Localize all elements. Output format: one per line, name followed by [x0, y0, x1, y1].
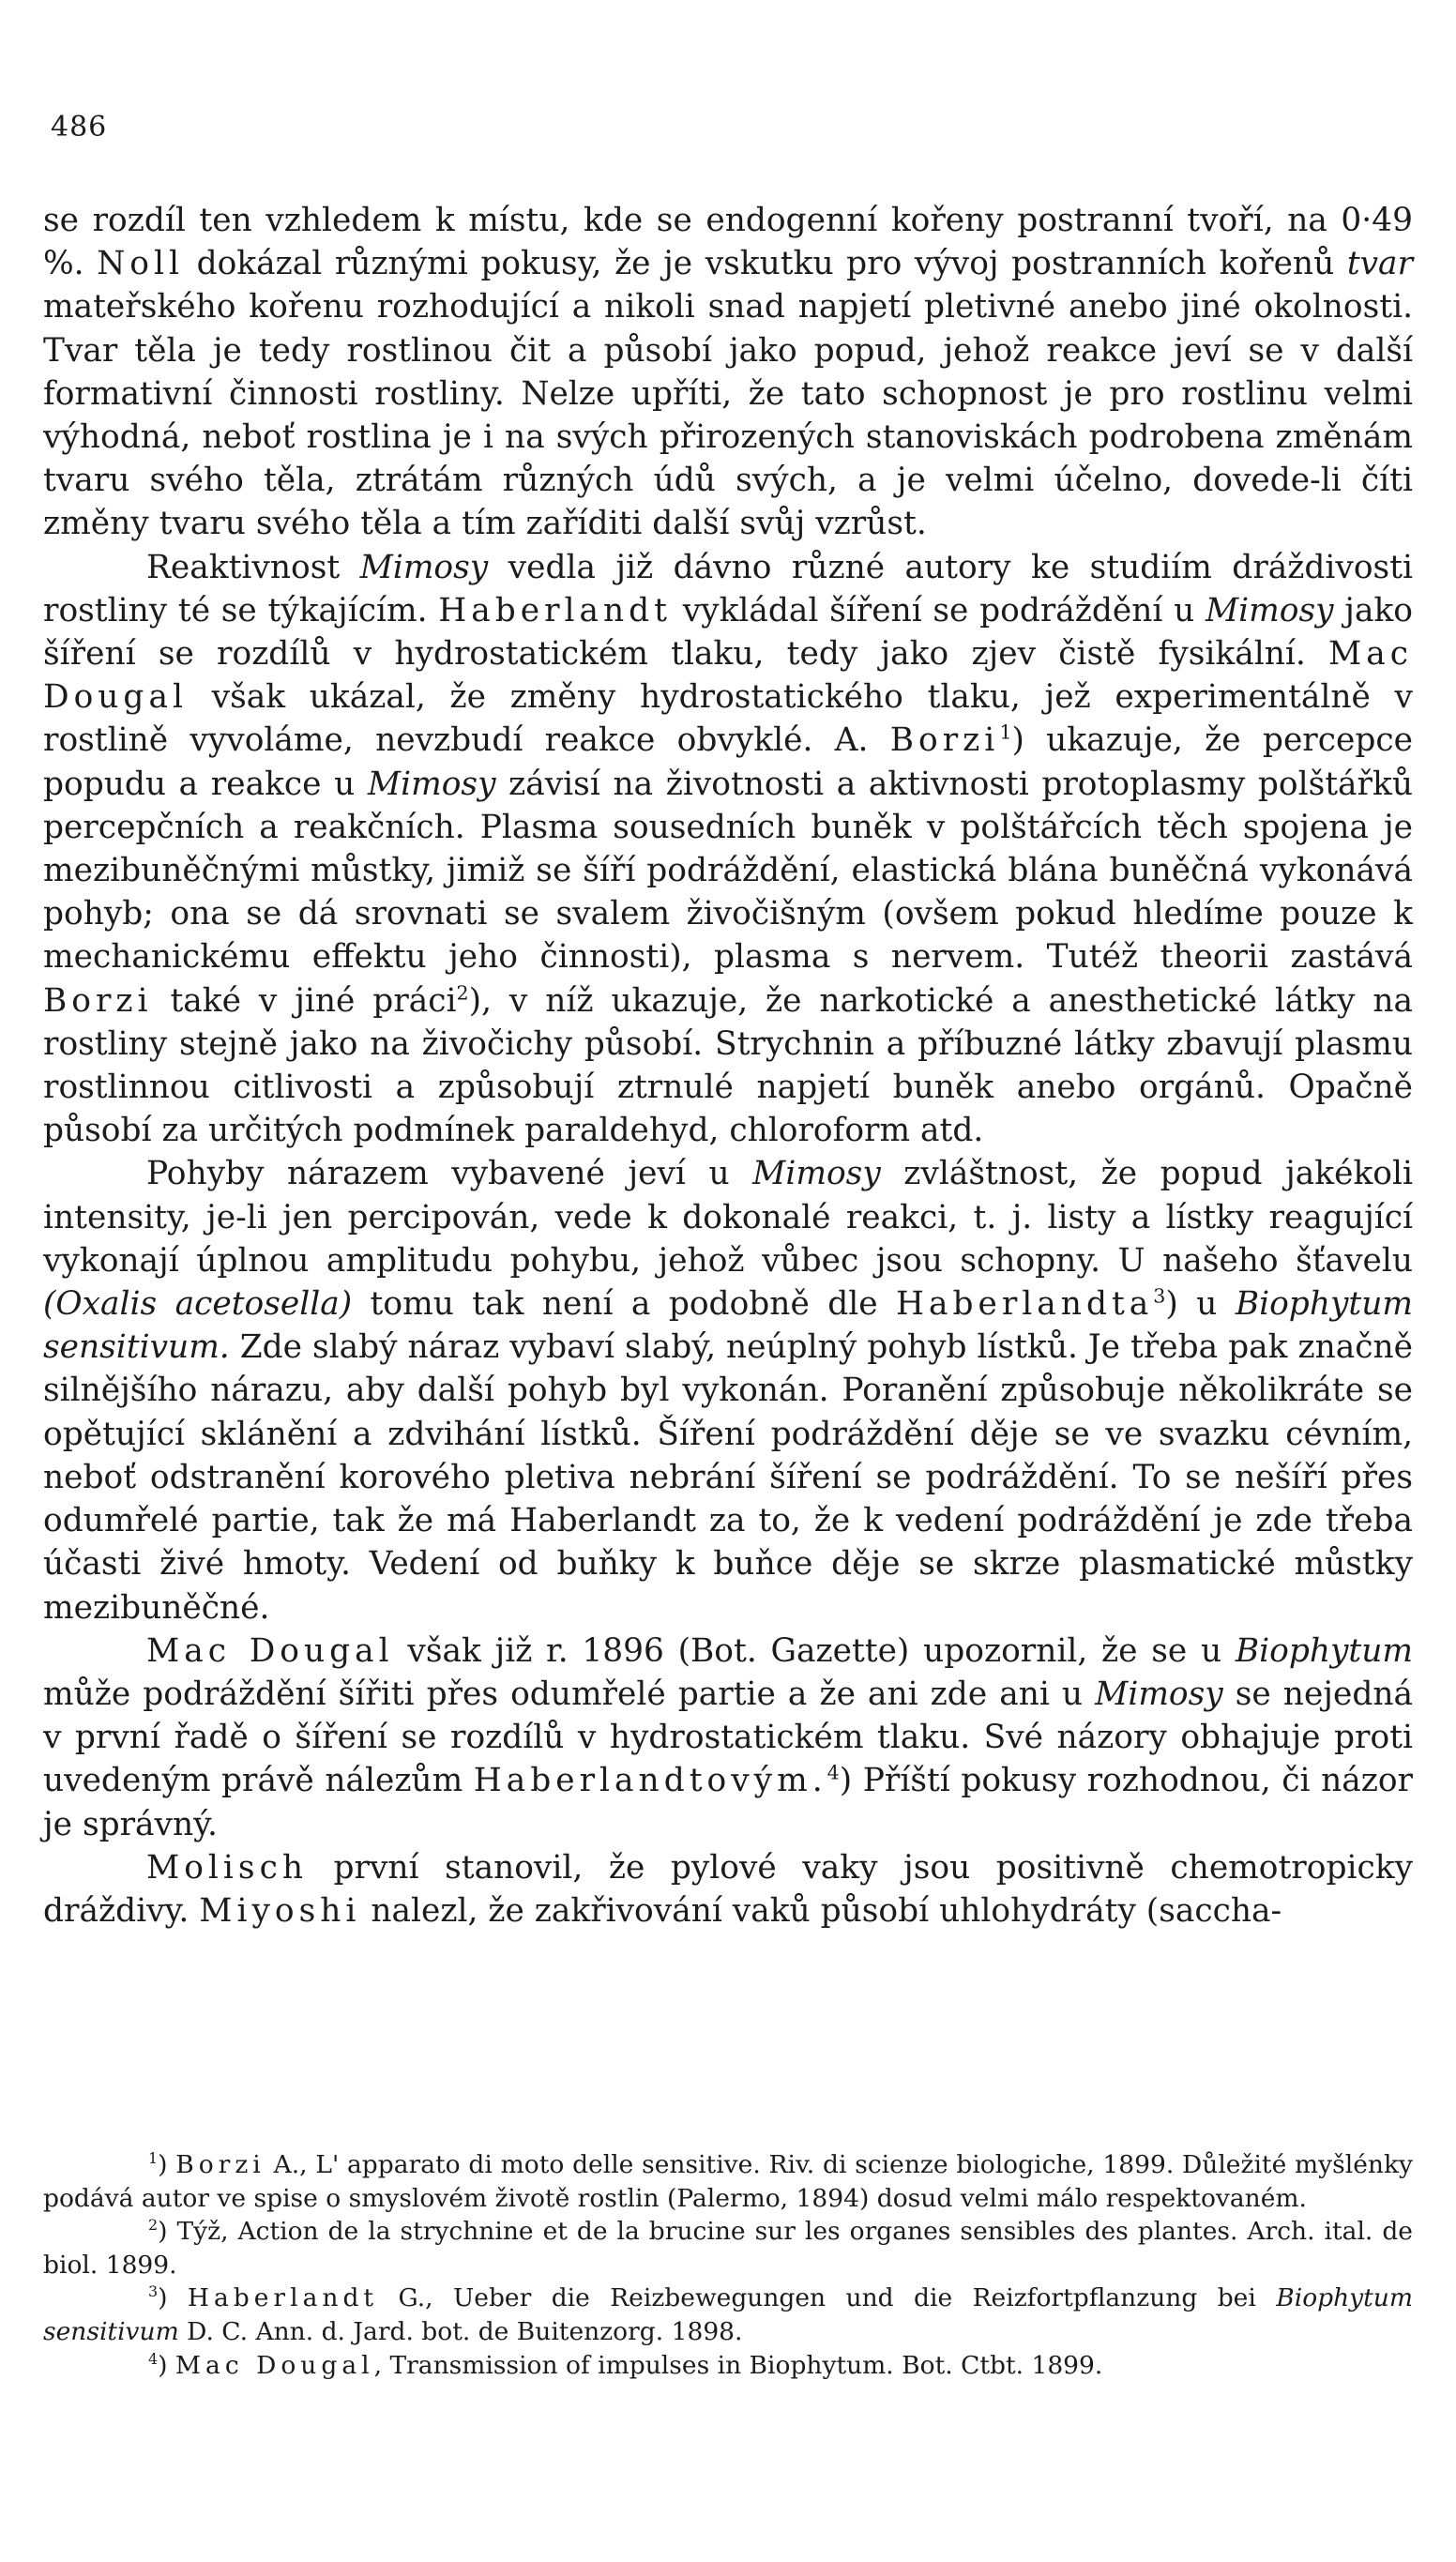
author-name: Miyoshi: [199, 1891, 361, 1930]
paragraph: [43, 546, 1413, 1153]
text-run: ) u: [1165, 1285, 1236, 1324]
italic-term: Mimosy: [359, 548, 489, 586]
text-run: jako šíření se rozdílů v hydrostatickém tlaku, tedy jako zjev čistě fysikální.: [43, 591, 1413, 674]
text-run: ): [158, 2150, 176, 2179]
text-run: se nejedná v první řadě o šíření se rozdílů v hydrostatickém tlaku. Své názory obhajuje proti uvedeným právě nálezům: [43, 1675, 1413, 1800]
footnote: [43, 2148, 1413, 2215]
author-name: Haberlandt: [438, 591, 673, 629]
text-run: A., L' apparato di moto delle sensitive. Riv. di scienze biologiche, 1899. Důležité myšlénky podává autor ve spise o smyslovém životě rostlin (Palermo, 1894) dosud velmi málo respektovaném.: [43, 2150, 1413, 2213]
author-name: Haberlandta: [896, 1285, 1154, 1324]
italic-term: (Oxalis acetosella): [43, 1285, 353, 1324]
text-run: Zde slabý náraz vybaví slabý, neúplný pohyb lístků. Je třeba pak značně silnějšího nárazu, aby další pohyb byl vykonán. Poranění způsobuje několikráte se opětující sklánění a zdvihání lístků. Šíření podráždění děje se ve svazku cévním, neboť odstranění korového pletiva nebrání šíření se podráždění. To se nešíří přes odumřelé partie, tak že má Haberlandt za to, že k vedení podráždění je zde třeba účasti živé hmoty. Vedení od buňky k buňce děje se skrze plasmatické můstky mezibuněčné.: [43, 1328, 1413, 1627]
text-run: G., Ueber die Reizbewegungen und die Reizfortpflanzung bei: [378, 2283, 1277, 2313]
author-name: Haberlandtovým.: [473, 1762, 827, 1800]
author-name: Mac Dougal: [43, 635, 1413, 717]
text-run: dokázal různými pokusy, že je vskutku pro vývoj postranních kořenů: [184, 245, 1347, 283]
paragraph: [43, 1846, 1413, 1933]
author-name: Mac Dougal: [174, 2350, 374, 2380]
footnote-ref: 2: [456, 981, 469, 1005]
text-run: ), v níž ukazuje, že narkotické a anesthetické látky na rostliny stejně jako na živočichy působí. Strychnin a příbuzné látky zbavují plasmu rostlinnou citlivosti a způsobují ztrnulé napjetí buněk anebo orgánů. Opačně působí za určitých podmínek paraldehyd, chloroform atd.: [43, 981, 1413, 1150]
text-run: tomu tak není a podobně dle: [352, 1285, 896, 1324]
italic-term: Biophytum sensitivum: [43, 2283, 1413, 2346]
footnote-ref: 4: [827, 1761, 840, 1784]
page-number: 486: [51, 111, 108, 144]
text-run: ) Týž, Action de la strychnine et de la brucine sur les organes sensibles des plantes. Arch. ital. de biol. 1899.: [43, 2217, 1413, 2280]
italic-term: tvar: [1346, 245, 1414, 283]
text-run: Pohyby nárazem vybavené jeví u: [146, 1155, 753, 1193]
paragraph: [43, 199, 1413, 546]
italic-term: Mimosy: [1205, 591, 1334, 629]
italic-term: Biophytum: [1235, 1631, 1413, 1670]
text-run: vykládal šíření se podráždění u: [672, 591, 1206, 629]
text-run: ) Příští pokusy rozhodnou, či názor je správný.: [43, 1762, 1413, 1843]
text-run: ): [158, 2350, 175, 2380]
text-run: se rozdíl ten vzhledem k místu, kde se endogenní kořeny postranní tvoří, na 0·49 %.: [43, 202, 1413, 283]
footnotes: [43, 2148, 1413, 2382]
text-run: Reaktivnost: [146, 548, 360, 586]
footnote-ref: 1: [999, 720, 1012, 744]
author-name: Borzi: [889, 721, 1000, 760]
author-name: Mac Dougal: [146, 1631, 394, 1670]
text-run: vedla již dávno různé autory ke studiím dráždivosti rostliny té se týkajícím.: [43, 548, 1414, 629]
footnote-ref: 3: [1153, 1284, 1166, 1308]
text-run: , Transmission of impulses in Biophytum. Bot. Ctbt. 1899.: [373, 2350, 1103, 2380]
text-run: D. C. Ann. d. Jard. bot. de Buitenzorg. 1898.: [178, 2316, 743, 2346]
author-name: Haberlandt: [187, 2283, 379, 2313]
text-run: ) ukazuje, že percepce popudu a reakce u: [43, 721, 1413, 803]
italic-term: Mimosy: [752, 1155, 881, 1193]
author-name: Molisch: [146, 1848, 308, 1887]
footnote-ref: 4: [148, 2349, 159, 2368]
paragraph: [43, 1152, 1413, 1629]
text-run: také v jiné práci: [152, 981, 457, 1020]
footnote-ref: 3: [148, 2282, 159, 2301]
author-name: Borzi: [175, 2150, 265, 2179]
paragraph: [43, 1630, 1413, 1846]
text-run: však již r. 1896 (Bot. Gazette) upozornil, že se u: [393, 1631, 1236, 1670]
footnote-ref: 2: [148, 2216, 159, 2235]
text-run: mateřského kořenu rozhodující a nikoli snad napjetí pletivné anebo jiné okolnosti. Tvar těla je tedy rostlinou čit a působí jako popud, jehož reakce jeví se v další formativní činnosti rostliny. Nelze upříti, že tato schopnost je pro rostlinu velmi výhodná, neboť rostlina je i na svých přirozených stanoviskách podrobena změnám tvaru svého těla, ztrátám různých údů svých, a je velmi účelno, dovede-li číti změny tvaru svého těla a tím zaříditi další svůj vzrůst.: [43, 288, 1413, 543]
italic-term: Mimosy: [1095, 1675, 1223, 1713]
footnote-ref: 1: [148, 2149, 159, 2168]
author-name: Borzi: [43, 981, 153, 1020]
footnote: [43, 2349, 1413, 2383]
text-run: však ukázal, že změny hydrostatického tlaku, jež experimentálně v rostlině vyvoláme, nevzbudí reakce obvyklé. A.: [43, 678, 1413, 760]
text-run: ): [158, 2283, 188, 2313]
text-run: může podráždění šířiti přes odumřelé partie a že ani zde ani u: [43, 1675, 1096, 1713]
author-name: Noll: [97, 245, 184, 283]
italic-term: Mimosy: [367, 765, 496, 803]
text-run: nalezl, že zakřivování vaků působí uhlohydráty (saccha-: [360, 1891, 1282, 1930]
footnote: [43, 2282, 1413, 2348]
body-text: [43, 199, 1413, 1933]
italic-term: Biophytum sensitivum.: [43, 1285, 1413, 1367]
text-run: zvláštnost, že popud jakékoli intensity, je-li jen percipován, vede k dokonalé reakci, t. j. listy a lístky reagující vykonají úplnou amplitudu pohybu, jehož vůbec jsou schopny. U našeho šťavelu: [43, 1155, 1413, 1280]
footnote: [43, 2215, 1413, 2282]
text-run: první stanovil, že pylové vaky jsou positivně chemotropicky dráždivy.: [43, 1848, 1413, 1930]
text-run: závisí na životnosti a aktivnosti protoplasmy polštářků percepčních a reakčních. Plasma sousedních buněk v polštářcích těch spojena je mezibuněčnými můstky, jimiž se šíří podráždění, elastická blána buněčná vykonává pohyb; ona se dá srovnati se svalem živočišným (ovšem pokud hledíme pouze k mechanickému effektu jeho činnosti), plasma s nervem. Tutéž theorii zastává: [43, 765, 1413, 977]
